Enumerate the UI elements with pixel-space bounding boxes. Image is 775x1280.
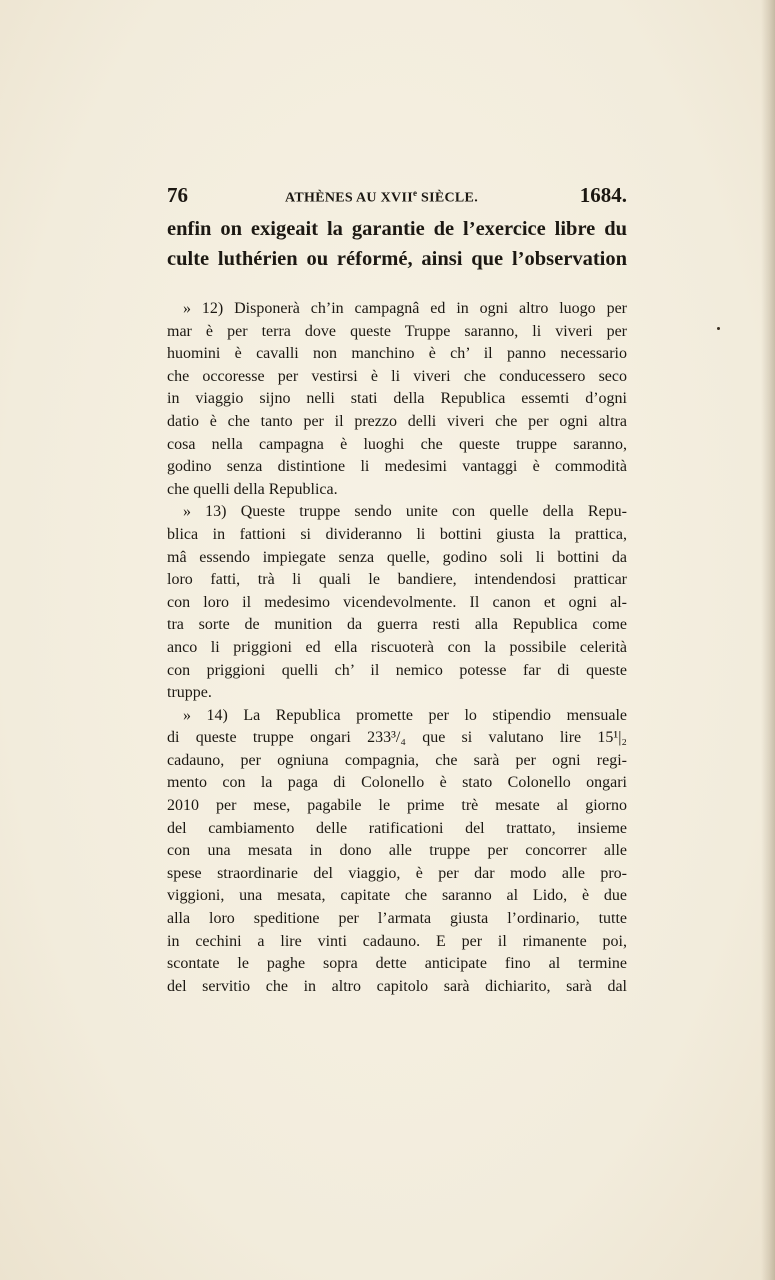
italian-text-line: loro fatti, trà li quali le bandiere, intendendosi pratticar [167,571,627,589]
running-title-main: ATHÈNES AU XVII [285,190,413,206]
header-year: 1684. [579,183,627,207]
italian-text-line: » 12) Disponerà ch’in campagnâ ed in ogni altro luogo per [183,300,627,317]
italian-text-line: con priggioni quelli ch’ il nemico potesse far di queste [167,661,627,679]
italian-text-line: spese straordinarie del viaggio, è per dar modo alle pro- [167,864,627,882]
italian-text-line: tra sorte de munition da guerra resti alla Republica come [167,616,627,634]
running-title [285,188,478,207]
italian-text-line: truppe. [167,684,212,702]
italian-text-line: mar è per terra dove queste Truppe saranno, li viveri per [167,322,627,340]
italian-text-line: » 13) Queste truppe sendo unite con quelle della Repu- [183,503,627,521]
italian-text-line: con una mesata in dono alle truppe per concorrer alle [167,842,627,860]
italian-text-line: blica in fattioni si divideranno li bottini giusta la prattica, [167,525,627,543]
italian-text-line: di queste truppe ongari 233³/₄ que si valutano lire 15¹|₂ [167,729,627,747]
italian-text-line: datio è che tanto per il prezzo delli viveri che per ogni altra [167,412,627,430]
french-text-line: enfin on exigeait la garantie de l’exercice libre du [167,218,627,240]
italian-quotation [167,298,627,998]
italian-text-line: viggioni, una mesata, capitate che saranno al Lido, è due [167,887,627,905]
page-number: 76 [167,183,188,207]
italian-text-line: che quelli della Republica. [167,480,338,498]
running-title-superscript: e [412,188,418,198]
italian-text-line: godino senza distintione li medesimi vantaggi è commodità [167,458,627,476]
italian-text-line: che occoresse per vestirsi è li viveri che conducessero seco [167,367,627,385]
italian-text-line: con loro il medesimo vicendevolmente. Il canon et ogni al- [167,593,627,611]
running-header [167,183,627,209]
italian-text-line: in cechini a lire vinti cadauno. E per il rimanente poi, [167,932,627,950]
page-edge-shadow [761,0,775,1280]
italian-text-line: del servitio che in altro capitolo sarà dichiarito, sarà dal [167,977,627,995]
french-text-line: culte luthérien ou réformé, ainsi que l’observation [167,248,627,270]
italian-text-line: mento con la paga di Colonello è stato Colonello ongari [167,774,627,792]
italian-text-line: cosa nella campagna è luoghi che queste truppe saranno, [167,435,627,453]
paper-fleck [717,327,720,330]
italian-text-line: mâ essendo impiegate senza quelle, godino soli li bottini da [167,548,627,566]
italian-text-line: anco li priggioni ed ella riscuoterà con la possibile celerità [167,638,627,656]
italian-text-line: » 14) La Republica promette per lo stipendio mensuale [183,706,627,724]
italian-text-line: 2010 per mese, pagabile le prime trè mesate al giorno [167,797,627,815]
french-paragraph [167,214,627,274]
italian-text-line: huomini è cavalli non manchino è ch’ il panno necessario [167,345,627,363]
italian-text-line: del cambiamento delle ratificationi del trattato, insieme [167,819,627,837]
italian-text-line: cadauno, per ogniuna compagnia, che sarà per ogni regi- [167,751,627,769]
italian-text-line: alla loro speditione per l’armata giusta l’ordinario, tutte [167,910,627,928]
running-title-end: SIÈCLE. [417,190,478,206]
italian-text-line: in viaggio sijno nelli stati della Republica essemti d’ogni [167,390,627,408]
italian-text-line: scontate le paghe sopra dette anticipate fino al termine [167,955,627,973]
